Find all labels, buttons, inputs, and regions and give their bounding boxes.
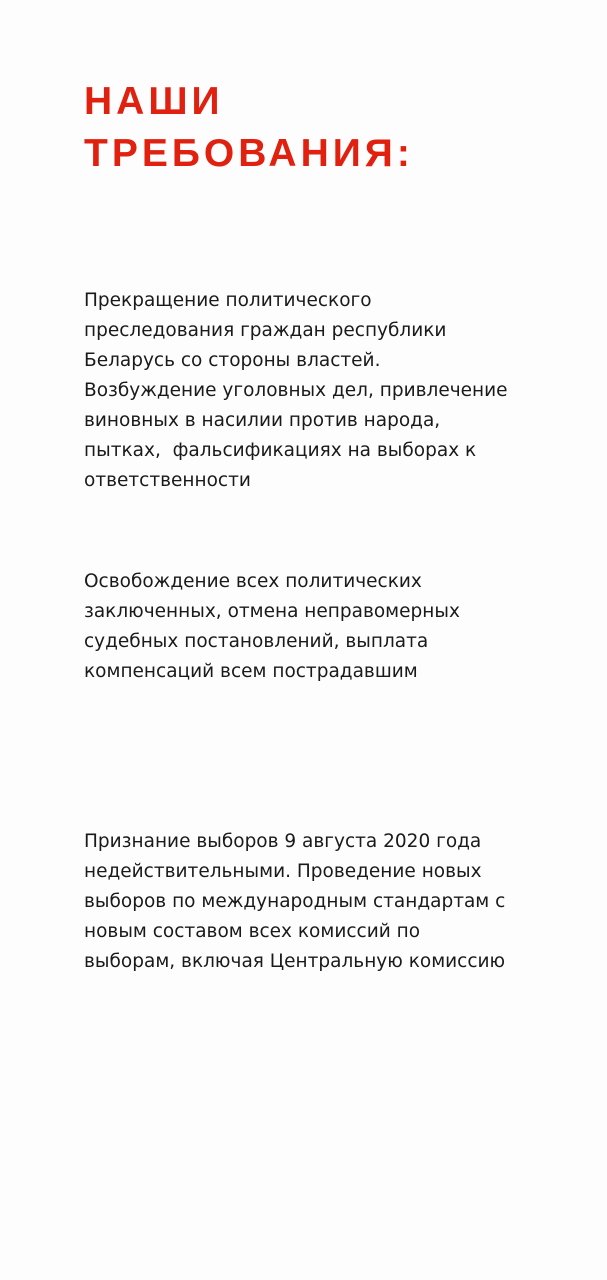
page-title-line-1: НАШИ <box>84 80 224 123</box>
demand-line: Возбуждение уголовных дел, привлечение <box>84 380 508 401</box>
demand-line: ответственности <box>84 470 251 491</box>
demand-line: новым составом всех комиссий по <box>84 921 421 942</box>
demand-line: Прекращение политического <box>84 290 372 311</box>
demand-line: выборов по международным стандартам с <box>84 891 506 912</box>
demand-line: Признание выборов 9 августа 2020 года <box>84 831 482 852</box>
demand-paragraph-2 <box>84 567 554 687</box>
demand-paragraph-1 <box>84 286 554 496</box>
demand-line: Беларусь со стороны властей. <box>84 350 381 371</box>
demand-line: преследования граждан республики <box>84 320 447 341</box>
page-title-line-2: ТРЕБОВАНИЯ: <box>84 132 414 175</box>
demand-line: пытках, фальсификациях на выборах к <box>84 440 477 461</box>
demand-line: выборам, включая Центральную комиссию <box>84 951 506 972</box>
demand-line: заключенных, отмена неправомерных <box>84 601 460 622</box>
demand-line: виновных в насилии против народа, <box>84 410 441 431</box>
demand-line: судебных постановлений, выплата <box>84 631 429 652</box>
demand-line: компенсаций всем пострадавшим <box>84 661 418 682</box>
demand-paragraph-3 <box>84 827 554 977</box>
page-title <box>84 76 414 180</box>
demand-line: Освобождение всех политических <box>84 571 422 592</box>
demand-line: недействительными. Проведение новых <box>84 861 482 882</box>
